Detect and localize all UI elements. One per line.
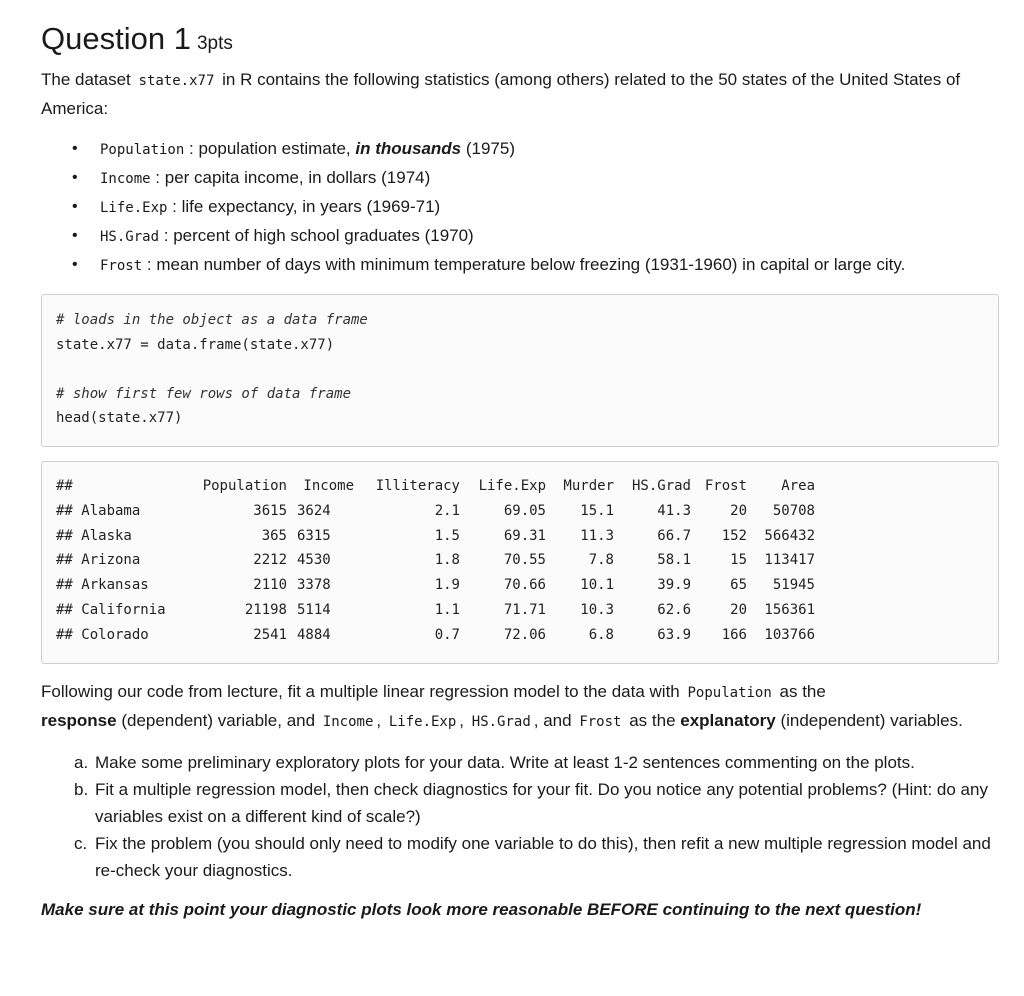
variable-description: mean number of days with minimum temperature below freezing (1931-1960) in capital or large city. xyxy=(156,255,906,274)
header-cell: Income xyxy=(303,478,354,494)
output-row xyxy=(56,499,815,524)
explanatory-variable: Frost xyxy=(579,714,622,730)
cell: 4530 xyxy=(297,552,331,569)
variable-name: Frost xyxy=(100,258,143,274)
cell: 156361 xyxy=(764,601,815,618)
header-cell: Area xyxy=(781,478,815,494)
variable-name: Income xyxy=(100,171,151,187)
question-title xyxy=(41,0,1001,58)
task-text: as the xyxy=(779,682,826,701)
variable-name: Population xyxy=(100,142,185,158)
cell: 152 xyxy=(721,527,747,544)
intro-text-after: in R contains the following statistics (among others) related to the 50 states of the United States of America: xyxy=(41,70,961,118)
code-comment: # loads in the object as a data frame xyxy=(56,312,368,328)
cell: 1.9 xyxy=(434,577,460,594)
task-parts-list xyxy=(41,749,1001,884)
cell: 39.9 xyxy=(657,577,691,594)
task-separator: , and xyxy=(533,711,572,730)
explanatory-variable: Income xyxy=(322,714,374,730)
header-cell: ## xyxy=(56,478,73,494)
variable-name: HS.Grad xyxy=(100,229,160,245)
r-code xyxy=(56,308,984,431)
task-text: (independent) variables. xyxy=(780,711,963,730)
variable-description-end: (1975) xyxy=(461,139,516,158)
code-line: head(state.x77) xyxy=(56,410,183,427)
code-line: state.x77 = data.frame(state.x77) xyxy=(56,336,335,353)
cell: 15.1 xyxy=(580,502,614,519)
final-note: Make sure at this point your diagnostic plots look more reasonable BEFORE continuing to the next question! xyxy=(41,900,922,919)
part-marker: b. xyxy=(74,780,89,799)
variable-separator: : xyxy=(184,139,199,158)
part-text: Fit a multiple regression model, then check diagnostics for your fit. Do you notice any potential problems? (Hint: do any variables exist on a different kind of scale?) xyxy=(95,780,988,826)
variable-item-frost xyxy=(41,251,1001,280)
r-code-block xyxy=(41,294,999,447)
cell: 72.06 xyxy=(503,626,546,643)
question-page xyxy=(41,0,1001,923)
variable-emphasis: in thousands xyxy=(355,139,462,158)
cell: 5114 xyxy=(297,601,331,618)
code-comment: # show first few rows of data frame xyxy=(56,385,352,402)
output-row xyxy=(56,524,815,549)
cell: 6.8 xyxy=(588,626,614,643)
cell: 63.9 xyxy=(657,626,691,643)
cell: 41.3 xyxy=(657,502,691,519)
explanatory-variable: HS.Grad xyxy=(471,714,531,730)
row-label: ## Arkansas xyxy=(56,577,149,594)
cell: 6315 xyxy=(297,527,331,544)
task-paragraph xyxy=(41,678,1001,736)
cell: 62.6 xyxy=(657,601,691,618)
cell: 10.1 xyxy=(580,577,614,594)
output-row xyxy=(56,573,815,598)
cell: 166 xyxy=(721,626,747,643)
header-cell: Life.Exp xyxy=(478,478,546,494)
task-text: Following our code from lecture, fit a multiple linear regression model to the data with xyxy=(41,682,680,701)
part-text: Fix the problem (you should only need to modify one variable to do this), then refit a new multiple regression model and re-check your diagnostics. xyxy=(95,834,991,880)
part-marker: a. xyxy=(74,753,89,772)
cell: 113417 xyxy=(764,552,815,569)
task-part-c xyxy=(41,830,1001,884)
part-marker: c. xyxy=(74,834,88,853)
intro-paragraph xyxy=(41,66,1001,122)
task-text: (dependent) variable, and xyxy=(121,711,316,730)
cell: 58.1 xyxy=(657,552,691,569)
variable-name: Life.Exp xyxy=(100,200,168,216)
output-header-row xyxy=(56,474,815,499)
variable-description: population estimate, xyxy=(198,139,356,158)
row-label: ## Colorado xyxy=(56,626,149,643)
cell: 51945 xyxy=(772,577,815,594)
cell: 11.3 xyxy=(580,527,614,544)
variable-description: percent of high school graduates (1970) xyxy=(173,226,474,245)
dataset-name: state.x77 xyxy=(138,73,215,89)
cell: 7.8 xyxy=(588,552,614,569)
output-row xyxy=(56,548,815,573)
cell: 1.8 xyxy=(434,552,460,569)
cell: 69.05 xyxy=(503,502,546,519)
cell: 65 xyxy=(730,577,747,594)
output-row xyxy=(56,598,815,623)
cell: 365 xyxy=(261,527,287,544)
header-cell: Population xyxy=(202,478,287,494)
variable-list xyxy=(41,135,1001,280)
variable-separator: : xyxy=(167,197,182,216)
cell: 103766 xyxy=(764,626,815,643)
task-separator: , xyxy=(376,711,382,730)
cell: 0.7 xyxy=(434,626,460,643)
cell: 1.5 xyxy=(434,527,460,544)
row-label: ## Alabama xyxy=(56,502,141,519)
header-cell: Illiteracy xyxy=(375,478,460,494)
header-cell: HS.Grad xyxy=(631,478,691,494)
cell: 50708 xyxy=(772,502,815,519)
variable-item-population xyxy=(41,135,1001,164)
variable-separator: : xyxy=(159,226,174,245)
task-part-b xyxy=(41,776,1001,830)
response-label: response xyxy=(41,711,117,730)
question-points: 3pts xyxy=(196,33,233,54)
explanatory-variable: Life.Exp xyxy=(388,714,457,730)
cell: 10.3 xyxy=(580,601,614,618)
variable-separator: : xyxy=(142,255,157,274)
r-output-block xyxy=(41,461,999,664)
cell: 20 xyxy=(730,502,747,519)
cell: 4884 xyxy=(297,626,331,643)
explanatory-label: explanatory xyxy=(680,711,776,730)
cell: 3615 xyxy=(253,502,287,519)
variable-separator: : xyxy=(150,168,165,187)
task-text: as the xyxy=(629,711,676,730)
cell: 1.1 xyxy=(434,601,460,618)
response-variable: Population xyxy=(687,685,772,701)
row-label: ## Arizona xyxy=(56,552,141,569)
output-row xyxy=(56,623,815,648)
cell: 2110 xyxy=(253,577,287,594)
variable-description: life expectancy, in years (1969-71) xyxy=(181,197,441,216)
cell: 66.7 xyxy=(657,527,691,544)
cell: 2.1 xyxy=(434,502,460,519)
cell: 69.31 xyxy=(503,527,546,544)
cell: 70.66 xyxy=(503,577,546,594)
cell: 2541 xyxy=(253,626,287,643)
task-part-a xyxy=(41,749,1001,776)
cell: 2212 xyxy=(253,552,287,569)
cell: 3378 xyxy=(297,577,331,594)
output-table xyxy=(56,474,815,648)
cell: 71.71 xyxy=(503,601,546,618)
cell: 15 xyxy=(730,552,747,569)
task-separator: , xyxy=(459,711,465,730)
variable-item-hs-grad xyxy=(41,222,1001,251)
question-number: Question 1 xyxy=(41,21,191,56)
cell: 3624 xyxy=(297,502,331,519)
header-cell: Murder xyxy=(563,478,614,494)
cell: 20 xyxy=(730,601,747,618)
row-label: ## California xyxy=(56,601,166,618)
variable-item-life-exp xyxy=(41,193,1001,222)
row-label: ## Alaska xyxy=(56,527,132,544)
part-text: Make some preliminary exploratory plots for your data. Write at least 1-2 sentences commenting on the plots. xyxy=(95,753,915,772)
variable-item-income xyxy=(41,164,1001,193)
cell: 566432 xyxy=(764,527,815,544)
cell: 70.55 xyxy=(503,552,546,569)
variable-description: per capita income, in dollars (1974) xyxy=(164,168,431,187)
cell: 21198 xyxy=(244,601,287,618)
header-cell: Frost xyxy=(704,478,747,494)
intro-text-before: The dataset xyxy=(41,70,131,89)
